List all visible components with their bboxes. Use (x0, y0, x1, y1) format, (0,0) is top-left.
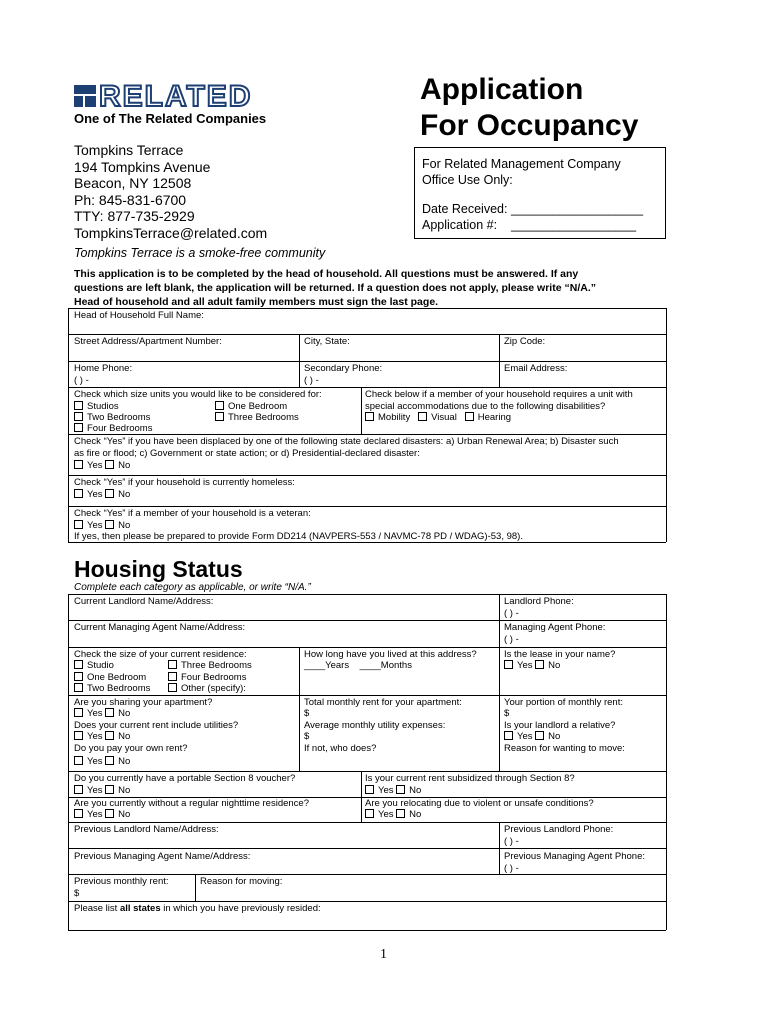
accommodation-question: Check below if a member of your household requires a unit with special accommodations due to the following disabilities? (365, 389, 633, 412)
tagline: One of The Related Companies (74, 111, 267, 126)
residence-size-question: Check the size of your current residence: (74, 649, 247, 660)
prev-landlord-phone-field[interactable]: Previous Landlord Phone: ( ) - (504, 824, 614, 847)
portion-rent-field[interactable]: $ (504, 708, 510, 719)
how-long-field[interactable]: ____Years ____Months (304, 660, 412, 671)
page-number: 1 (380, 947, 387, 962)
subsidized-yes-no[interactable]: Yes No (365, 785, 421, 797)
prev-agent-field[interactable]: Previous Managing Agent Name/Address: (74, 851, 251, 862)
accommodation-options (365, 412, 511, 424)
size-three-bed-checkbox[interactable]: Three Bedrooms (168, 660, 252, 672)
utilities-question: Does your current rent include utilities? (74, 720, 239, 731)
zip-code-field[interactable]: Zip Code: (504, 336, 546, 347)
reason-moving-field[interactable]: Reason for moving: (200, 876, 283, 887)
landlord-phone-field[interactable]: Landlord Phone: ( ) - (504, 596, 574, 619)
total-rent-question: Total monthly rent for your apartment: (304, 697, 462, 708)
street-address-field[interactable]: Street Address/Apartment Number: (74, 336, 222, 347)
relative-yes-no[interactable]: Yes No (504, 731, 560, 743)
date-received: Date Received: ___________________ (422, 202, 644, 216)
homeless-yes-no[interactable]: Yes No (74, 489, 130, 501)
size-one-bed-checkbox[interactable]: One Bedroom (74, 672, 146, 684)
property-name: Tompkins Terrace (74, 142, 184, 158)
unit-three-bed-checkbox[interactable]: Three Bedrooms (215, 412, 299, 424)
unit-four-bed-checkbox[interactable]: Four Bedrooms (74, 423, 152, 435)
relative-question: Is your landlord a relative? (504, 720, 616, 731)
who-pays-field[interactable]: If not, who does? (304, 743, 377, 754)
page-title-line2: For Occupancy (420, 109, 639, 142)
avg-utility-field[interactable]: $ (304, 731, 310, 742)
office-heading2: Office Use Only: (422, 173, 513, 187)
office-use-box (414, 147, 666, 239)
nighttime-yes-no[interactable]: Yes No (74, 809, 130, 821)
instructions: This application is to be completed by the head of household. All questions must be answered. If any questions are left blank, the application will be returned. If a question does not apply, please write “N/A.” Head of household and all adult family members must sign the last page. (74, 268, 596, 308)
subsidized-question: Is your current rent subsidized through Section 8? (365, 773, 575, 784)
size-two-bed-checkbox[interactable]: Two Bedrooms (74, 683, 150, 695)
lease-question: Is the lease in your name? (504, 649, 616, 660)
utilities-yes-no[interactable]: Yes No (74, 731, 130, 743)
veteran-note: If yes, then please be prepared to provide Form DD214 (NAVPERS-553 / NAVMC-78 PD / WDAG)-53, 98). (74, 531, 523, 542)
smoke-free-note: Tompkins Terrace is a smoke-free community (74, 246, 326, 260)
nighttime-question: Are you currently without a regular nighttime residence? (74, 798, 309, 809)
previous-states-field[interactable]: Please list all states in which you have previously resided: (74, 903, 321, 914)
application-number: Application #: __________________ (422, 218, 637, 232)
own-rent-yes-no[interactable]: Yes No (74, 756, 130, 768)
avg-utility-question: Average monthly utility expenses: (304, 720, 446, 731)
office-heading1: For Related Management Company (422, 157, 621, 171)
managing-agent-field[interactable]: Current Managing Agent Name/Address: (74, 622, 246, 633)
veteran-question: Check “Yes” if a member of your household is a veteran: (74, 508, 311, 519)
size-other-checkbox[interactable]: Other (specify): (168, 683, 246, 695)
home-phone-field[interactable]: Home Phone: ( ) - (74, 363, 133, 386)
section8-yes-no[interactable]: Yes No (74, 785, 130, 797)
page-title-line1: Application (420, 73, 584, 106)
related-logo-mark (74, 85, 96, 107)
disaster-yes-no[interactable]: Yes No (74, 460, 130, 472)
section8-question: Do you currently have a portable Section 8 voucher? (74, 773, 296, 784)
property-phone: Ph: 845-831-6700 (74, 191, 187, 208)
housing-status-heading: Housing Status (74, 556, 243, 582)
prev-landlord-field[interactable]: Previous Landlord Name/Address: (74, 824, 219, 835)
disaster-question: Check “Yes” if you have been displaced by one of the following state declared disasters: a) Urban Renewal Area; b) Disaster such as fire or flood; c) Government or state action; or d) Presidential-declared disaster: (74, 436, 619, 459)
reason-wanting-move-field[interactable]: Reason for wanting to move: (504, 743, 625, 754)
visual-checkbox[interactable]: Visual (418, 412, 457, 423)
sharing-question: Are you sharing your apartment? (74, 697, 213, 708)
size-studio-checkbox[interactable]: Studio (74, 660, 114, 672)
size-four-bed-checkbox[interactable]: Four Bedrooms (168, 672, 246, 684)
secondary-phone-field[interactable]: Secondary Phone: ( ) - (304, 363, 383, 386)
prev-agent-phone-field[interactable]: Previous Managing Agent Phone: ( ) - (504, 851, 646, 874)
unit-two-bed-checkbox[interactable]: Two Bedrooms (74, 412, 150, 424)
portion-rent-question: Your portion of monthly rent: (504, 697, 623, 708)
logo-wordmark: RELATED (99, 80, 253, 113)
hearing-checkbox[interactable]: Hearing (465, 412, 511, 423)
mobility-checkbox[interactable]: Mobility (365, 412, 410, 423)
unit-one-bed-checkbox[interactable]: One Bedroom (215, 401, 287, 413)
homeless-question: Check “Yes” if your household is currently homeless: (74, 477, 295, 488)
own-rent-question: Do you pay your own rent? (74, 743, 188, 754)
relocating-yes-no[interactable]: Yes No (365, 809, 421, 821)
current-landlord-field[interactable]: Current Landlord Name/Address: (74, 596, 214, 607)
veteran-yes-no[interactable]: Yes No (74, 520, 130, 532)
unit-size-question: Check which size units you would like to be considered for: (74, 389, 322, 400)
relocating-question: Are you relocating due to violent or unsafe conditions? (365, 798, 594, 809)
city-state-field[interactable]: City, State: (304, 336, 350, 347)
housing-status-subheading: Complete each category as applicable, or write “N/A.” (74, 582, 311, 593)
property-tty: TTY: 877-735-2929 (74, 208, 195, 224)
lease-yes-no[interactable]: Yes No (504, 660, 560, 672)
property-street: 194 Tompkins Avenue (74, 158, 211, 175)
prev-rent-field[interactable]: Previous monthly rent: $ (74, 876, 169, 899)
email-address-field[interactable]: Email Address: (504, 363, 568, 374)
head-name-field[interactable]: Head of Household Full Name: (74, 310, 204, 321)
property-address (74, 142, 267, 241)
property-email: TompkinsTerrace@related.com (74, 224, 268, 241)
total-rent-field[interactable]: $ (304, 708, 310, 719)
sharing-yes-no[interactable]: Yes No (74, 708, 130, 720)
unit-studios-checkbox[interactable]: Studios (74, 401, 119, 413)
how-long-question: How long have you lived at this address? (304, 649, 477, 660)
property-city: Beacon, NY 12508 (74, 175, 192, 191)
managing-agent-phone-field[interactable]: Managing Agent Phone: ( ) - (504, 622, 606, 645)
